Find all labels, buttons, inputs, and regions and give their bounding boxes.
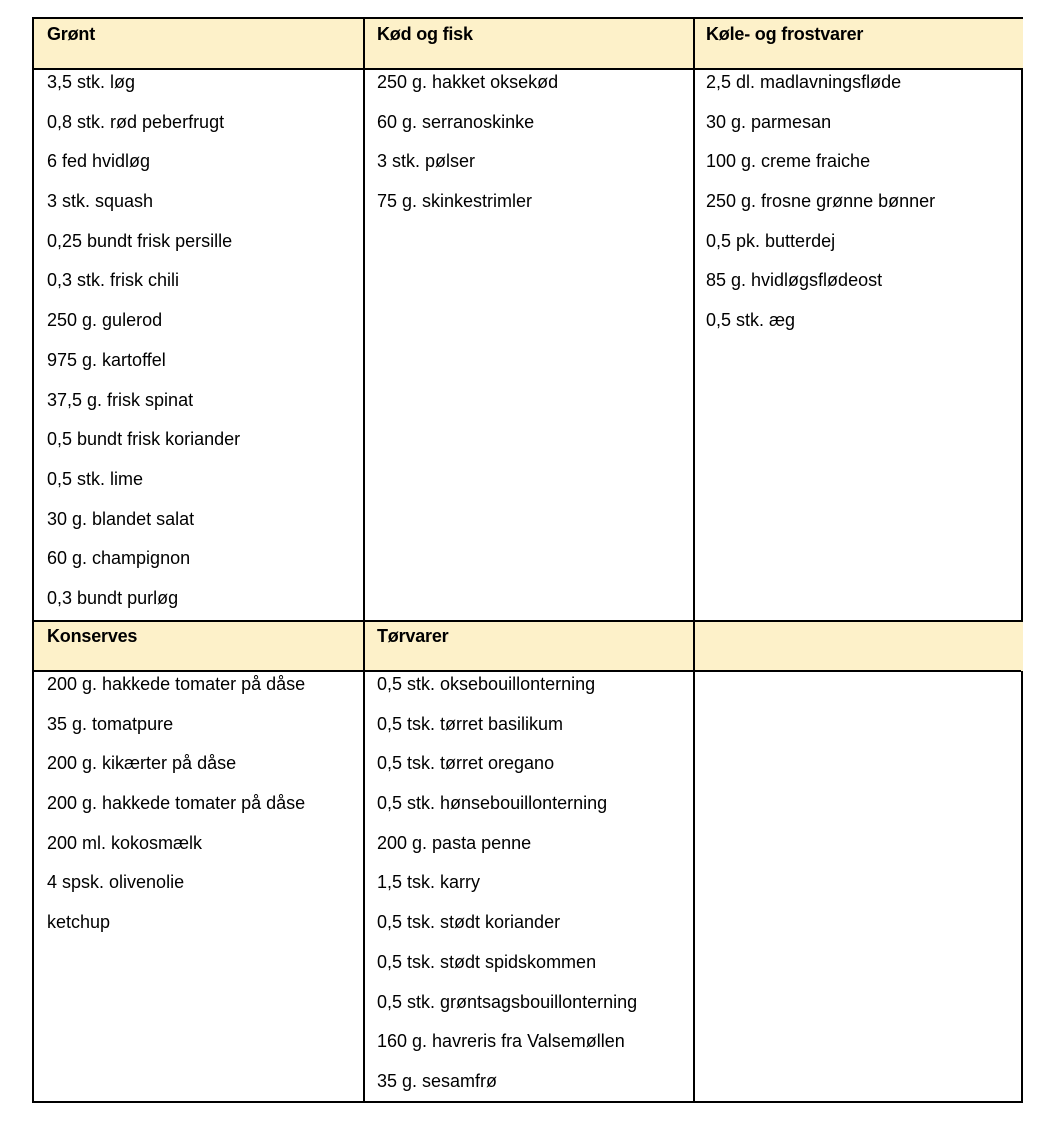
row-divider bbox=[34, 68, 1021, 70]
header-cell-empty bbox=[695, 622, 1023, 671]
list-item: 30 g. blandet salat bbox=[47, 508, 195, 529]
list-item: 3 stk. pølser bbox=[377, 151, 476, 172]
list-item: 0,5 tsk. tørret oregano bbox=[377, 753, 555, 774]
list-item: 1,5 tsk. karry bbox=[377, 872, 481, 893]
list-item: 200 g. pasta penne bbox=[377, 832, 532, 853]
list-item: 200 ml. kokosmælk bbox=[47, 832, 203, 853]
column-divider bbox=[693, 19, 695, 1101]
list-item: 200 g. kikærter på dåse bbox=[47, 753, 237, 774]
list-item: 2,5 dl. madlavningsfløde bbox=[706, 72, 902, 92]
list-item: 100 g. creme fraiche bbox=[706, 151, 871, 172]
list-item: 250 g. gulerod bbox=[47, 310, 163, 331]
list-item: 75 g. skinkestrimler bbox=[377, 191, 533, 212]
list-item: 0,5 tsk. stødt spidskommen bbox=[377, 951, 597, 972]
section-header-torvarer: Tørvarer bbox=[377, 626, 449, 646]
list-item: 0,25 bundt frisk persille bbox=[47, 230, 233, 251]
column-divider bbox=[363, 19, 365, 1101]
list-item: 3 stk. squash bbox=[47, 191, 154, 212]
list-item: 4 spsk. olivenolie bbox=[47, 872, 185, 893]
item-list-gront bbox=[47, 72, 240, 628]
list-item: 0,5 stk. grøntsagsbouillonterning bbox=[377, 991, 638, 1012]
list-item: 0,3 bundt purløg bbox=[47, 587, 179, 608]
section-header-kod-og-fisk: Kød og fisk bbox=[377, 24, 473, 44]
item-list-torvarer bbox=[377, 674, 637, 1111]
list-item: 200 g. hakkede tomater på dåse bbox=[47, 674, 306, 694]
list-item: 0,5 tsk. tørret basilikum bbox=[377, 713, 564, 734]
list-item: 160 g. havreris fra Valsemøllen bbox=[377, 1031, 625, 1052]
list-item: 0,5 stk. lime bbox=[47, 468, 144, 489]
list-item: 0,5 stk. æg bbox=[706, 310, 796, 331]
list-item: 6 fed hvidløg bbox=[47, 151, 151, 172]
item-list-kole-og-frostvarer bbox=[706, 72, 935, 350]
section-header-gront: Grønt bbox=[47, 24, 95, 44]
list-item: 60 g. champignon bbox=[47, 548, 191, 569]
item-list-konserves bbox=[47, 674, 305, 952]
list-item: 0,3 stk. frisk chili bbox=[47, 270, 180, 291]
list-item: 975 g. kartoffel bbox=[47, 349, 166, 370]
section-header-konserves: Konserves bbox=[47, 626, 138, 646]
item-list-kod-og-fisk bbox=[377, 72, 558, 231]
list-item: 0,5 tsk. stødt koriander bbox=[377, 912, 561, 933]
list-item: 0,5 stk. oksebouillonterning bbox=[377, 674, 596, 694]
row-divider bbox=[34, 670, 1021, 672]
list-item: 3,5 stk. løg bbox=[47, 72, 136, 92]
list-item: 37,5 g. frisk spinat bbox=[47, 389, 194, 410]
list-item: 0,8 stk. rød peberfrugt bbox=[47, 111, 225, 132]
list-item: 0,5 stk. hønsebouillonterning bbox=[377, 793, 608, 814]
section-header-kole-og-frostvarer: Køle- og frostvarer bbox=[706, 24, 864, 44]
list-item: 0,5 bundt frisk koriander bbox=[47, 429, 241, 450]
list-item: 250 g. hakket oksekød bbox=[377, 72, 559, 92]
list-item: 200 g. hakkede tomater på dåse bbox=[47, 793, 306, 814]
list-item: 60 g. serranoskinke bbox=[377, 111, 535, 132]
shopping-list-table bbox=[32, 17, 1023, 1103]
list-item: 30 g. parmesan bbox=[706, 111, 832, 132]
list-item: 85 g. hvidløgsflødeost bbox=[706, 270, 883, 291]
list-item: ketchup bbox=[47, 912, 111, 933]
list-item: 35 g. sesamfrø bbox=[377, 1070, 498, 1091]
list-item: 35 g. tomatpure bbox=[47, 713, 174, 734]
list-item: 250 g. frosne grønne bønner bbox=[706, 191, 936, 212]
list-item: 0,5 pk. butterdej bbox=[706, 230, 836, 251]
